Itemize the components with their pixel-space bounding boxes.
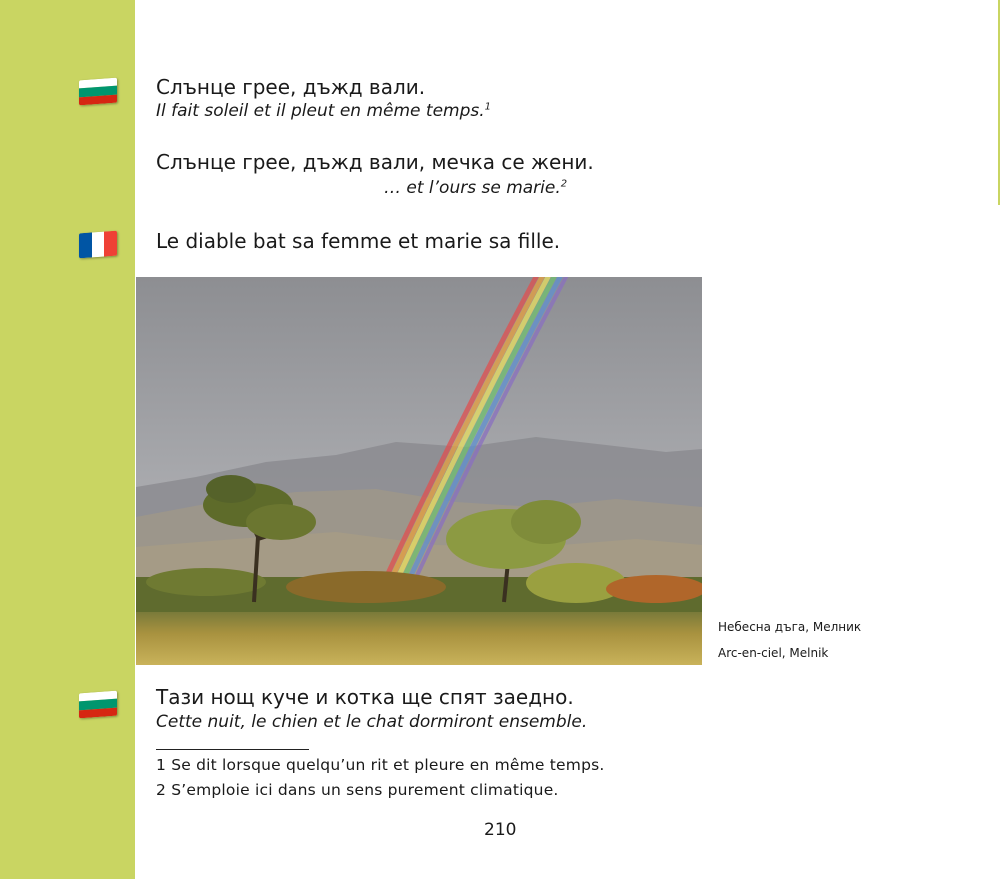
footnote-divider — [156, 749, 309, 750]
proverb-bg-2: Слънце грее, дъжд вали, мечка се жени. — [156, 150, 594, 174]
footnote-1: 1 Se dit lorsque quelqu’un rit et pleure en même temps. — [156, 756, 605, 774]
page-number: 210 — [484, 820, 517, 840]
photo-caption-bg: Небесна дъга, Мелник — [718, 620, 862, 634]
translation-fr-3: Cette nuit, le chien et le chat dormiront ensemble. — [156, 712, 588, 732]
side-band — [0, 0, 135, 879]
rainbow-photo — [136, 277, 702, 665]
bulgaria-flag-icon — [79, 78, 117, 106]
footnote-ref-1: 1 — [484, 101, 492, 113]
photo-caption-fr: Arc-en-ciel, Melnik — [718, 646, 829, 660]
proverb-bg-1: Слънце грее, дъжд вали. — [156, 75, 426, 99]
footnote-2: 2 S’emploie ici dans un sens purement climatique. — [156, 781, 559, 799]
proverb-bg-3: Тази нощ куче и котка ще спят заедно. — [156, 685, 574, 709]
proverb-fr: Le diable bat sa femme et marie sa fille. — [156, 229, 561, 253]
translation-fr-1: Il fait soleil et il pleut en même temps.$^1$ — [156, 101, 492, 121]
france-flag-icon — [79, 231, 117, 259]
bulgaria-flag-icon — [79, 691, 117, 719]
translation-fr-2: … et l’ours se marie.$^2$ — [384, 178, 568, 198]
footnote-ref-2: 2 — [560, 178, 568, 190]
